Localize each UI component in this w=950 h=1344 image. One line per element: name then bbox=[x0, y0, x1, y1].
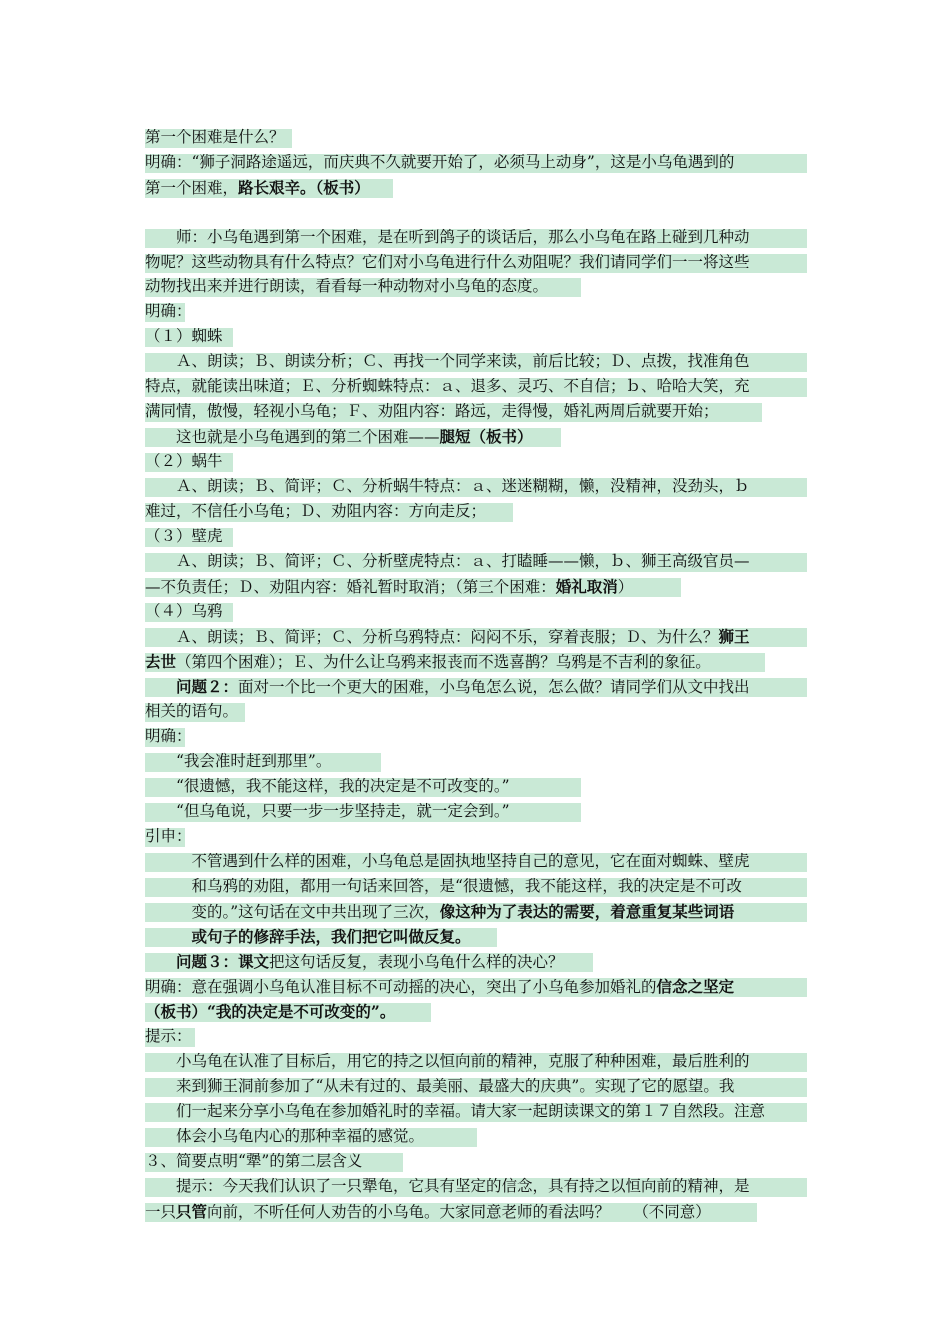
text-line bbox=[145, 974, 815, 999]
bold-text: 信念之坚定 bbox=[656, 977, 735, 996]
text-segment: 向前，不听任何人劝告的小乌龟。大家同意老师的看法吗？ （不同意） bbox=[207, 1203, 711, 1221]
text-line bbox=[145, 474, 815, 499]
text-line bbox=[145, 499, 815, 524]
bold-text: 去世 bbox=[145, 652, 177, 671]
line-text bbox=[145, 678, 750, 696]
text-segment: 第一个困难是什么？ bbox=[145, 128, 285, 146]
text-line bbox=[145, 1149, 815, 1174]
line-text bbox=[145, 153, 734, 171]
text-segment: ） bbox=[617, 578, 634, 596]
text-segment: —不负责任；Ｄ、劝阻内容：婚礼暂时取消；（第三个困难： bbox=[145, 578, 556, 596]
text-line bbox=[145, 574, 815, 599]
text-line bbox=[145, 799, 815, 824]
line-text bbox=[145, 428, 533, 446]
text-line bbox=[145, 175, 815, 200]
text-segment: Ａ、朗读；Ｂ、简评；Ｃ、分析蜗牛特点：ａ、迷迷糊糊，懒，没精神，没劲头，ｂ bbox=[145, 477, 750, 495]
text-line bbox=[145, 849, 815, 874]
text-segment: 明确：意在强调小乌龟认准目标不可动摇的决心，突出了小乌龟参加婚礼的 bbox=[145, 978, 657, 996]
text-line bbox=[145, 699, 815, 724]
text-segment: 动物找出来并进行朗读，看看每一种动物对小乌龟的态度。 bbox=[145, 277, 549, 295]
line-text bbox=[145, 352, 750, 370]
text-segment: Ａ、朗读；Ｂ、朗读分析；Ｃ、再找一个同学来读，前后比较；Ｄ、点拨，找准角色 bbox=[145, 352, 750, 370]
text-line bbox=[145, 324, 815, 349]
text-segment: 第一个困难， bbox=[145, 179, 239, 197]
text-segment: 提示：今天我们认识了一只犟龟，它具有坚定的信念，具有持之以恒向前的精神，是 bbox=[145, 1177, 750, 1195]
line-text bbox=[145, 502, 486, 520]
bold-text: 或句子的修辞手法，我们把它叫做反复。 bbox=[191, 927, 471, 946]
text-segment bbox=[145, 678, 176, 696]
text-segment: “但乌龟说，只要一步一步坚持走，就一定会到。” bbox=[145, 802, 510, 820]
text-segment: 体会小乌龟内心的那种幸福的感觉。 bbox=[145, 1127, 425, 1145]
line-text bbox=[145, 477, 750, 495]
text-line bbox=[145, 1174, 815, 1199]
line-text bbox=[145, 302, 192, 320]
text-line bbox=[145, 599, 815, 624]
line-text bbox=[145, 777, 510, 795]
text-segment: （３）壁虎 bbox=[145, 527, 223, 545]
line-text bbox=[145, 752, 331, 770]
text-segment: 和乌鸦的劝阻，都用一句话来回答，是“很遗憾，我不能这样，我的决定是不可改 bbox=[145, 877, 742, 895]
text-segment: （第四个困难）；Ｅ、为什么让乌鸦来报丧而不选喜鹊？乌鸦是不吉利的象征。 bbox=[176, 653, 711, 671]
line-text bbox=[145, 277, 548, 295]
line-text bbox=[145, 402, 719, 420]
text-line bbox=[145, 449, 815, 474]
line-text bbox=[145, 1003, 395, 1021]
text-segment: 提示： bbox=[145, 1027, 192, 1045]
text-segment: “很遗憾，我不能这样，我的决定是不可改变的。” bbox=[145, 777, 510, 795]
line-text bbox=[145, 877, 742, 895]
bold-text: 只管 bbox=[176, 1202, 208, 1221]
text-segment: 特点，就能读出味道；Ｅ、分析蜘蛛特点：ａ、退多、灵巧、不自信；ｂ、哈哈大笑，充 bbox=[145, 377, 750, 395]
text-segment: （１）蜘蛛 bbox=[145, 327, 223, 345]
line-text bbox=[145, 228, 750, 246]
line-text bbox=[145, 253, 750, 271]
text-segment: “我会准时赶到那里”。 bbox=[145, 752, 332, 770]
line-text bbox=[145, 978, 734, 996]
text-line bbox=[145, 424, 815, 449]
line-text bbox=[145, 1077, 734, 1095]
line-text bbox=[145, 802, 510, 820]
text-line bbox=[145, 399, 815, 424]
line-text bbox=[145, 827, 192, 845]
text-segment: 明确： bbox=[145, 727, 192, 745]
line-text bbox=[145, 179, 370, 197]
text-segment: 小乌龟在认准了目标后，用它的持之以恒向前的精神，克服了种种困难，最后胜利的 bbox=[145, 1052, 750, 1070]
line-text bbox=[145, 1027, 192, 1045]
text-line bbox=[145, 674, 815, 699]
line-text bbox=[145, 852, 750, 870]
text-line bbox=[145, 125, 815, 150]
text-line bbox=[145, 624, 815, 649]
text-line bbox=[145, 874, 815, 899]
text-line bbox=[145, 1074, 815, 1099]
text-segment: 明确：“狮子洞路途遥远，而庆典不久就要开始了，必须马上动身”，这是小乌龟遇到的 bbox=[145, 153, 735, 171]
text-segment: 这也就是小乌龟遇到的第二个困难—— bbox=[145, 428, 440, 446]
line-text bbox=[145, 1052, 750, 1070]
text-line bbox=[145, 774, 815, 799]
line-text bbox=[145, 953, 564, 971]
text-segment: （４）乌鸦 bbox=[145, 602, 223, 620]
bold-text: 腿短（板书） bbox=[439, 427, 533, 446]
line-text bbox=[145, 653, 711, 671]
text-line bbox=[145, 225, 815, 250]
text-segment: （２）蜗牛 bbox=[145, 452, 223, 470]
text-line bbox=[145, 649, 815, 674]
line-text bbox=[145, 128, 285, 146]
line-text bbox=[145, 527, 223, 545]
line-text bbox=[145, 1102, 765, 1120]
text-line bbox=[145, 1049, 815, 1074]
text-segment: 一只 bbox=[145, 1203, 177, 1221]
text-line bbox=[145, 999, 815, 1024]
text-segment: 物呢？这些动物具有什么特点？它们对小乌龟进行什么劝阻呢？我们请同学们一一将这些 bbox=[145, 253, 750, 271]
line-text bbox=[145, 903, 734, 921]
text-segment: 相关的语句。 bbox=[145, 702, 239, 720]
line-text bbox=[145, 1127, 424, 1145]
text-segment bbox=[145, 953, 176, 971]
bold-text: 像这种为了表达的需要，着意重复某些词语 bbox=[439, 902, 735, 921]
text-segment: 引申： bbox=[145, 827, 192, 845]
text-line bbox=[145, 250, 815, 275]
text-segment: 变的。”这句话在文中共出现了三次， bbox=[145, 903, 440, 921]
text-segment: 明确： bbox=[145, 302, 192, 320]
line-text bbox=[145, 727, 192, 745]
text-line bbox=[145, 274, 815, 299]
line-text bbox=[145, 452, 223, 470]
text-line bbox=[145, 1124, 815, 1149]
line-text bbox=[145, 602, 223, 620]
text-line bbox=[145, 899, 815, 924]
bold-text: 问题３：课文 bbox=[176, 952, 270, 971]
text-segment: 师：小乌龟遇到第一个困难，是在听到鸽子的谈话后，那么小乌龟在路上碰到几种动 bbox=[145, 228, 750, 246]
text-segment: ３、简要点明“犟”的第二层含义 bbox=[145, 1152, 363, 1170]
text-segment: 们一起来分享小乌龟在参加婚礼时的幸福。请大家一起朗读课文的第１７自然段。注意 bbox=[145, 1102, 766, 1120]
line-text bbox=[145, 702, 238, 720]
bold-text: 狮王 bbox=[718, 627, 750, 646]
text-line bbox=[145, 150, 815, 175]
line-text bbox=[145, 377, 750, 395]
line-text bbox=[145, 1203, 711, 1221]
line-text bbox=[145, 1152, 362, 1170]
line-text bbox=[145, 552, 750, 570]
line-text bbox=[145, 628, 750, 646]
text-line bbox=[145, 1199, 815, 1224]
text-segment: Ａ、朗读；Ｂ、简评；Ｃ、分析乌鸦特点：闷闷不乐，穿着丧服；Ｄ、为什么？ bbox=[145, 628, 719, 646]
text-segment: 把这句话反复，表现小乌龟什么样的决心？ bbox=[269, 953, 564, 971]
text-line bbox=[145, 1024, 815, 1049]
text-line bbox=[145, 824, 815, 849]
line-text bbox=[145, 928, 471, 946]
text-line bbox=[145, 724, 815, 749]
bold-text: 婚礼取消 bbox=[555, 577, 618, 596]
text-line bbox=[145, 374, 815, 399]
text-line bbox=[145, 749, 815, 774]
text-segment: 难过，不信任小乌龟；Ｄ、劝阻内容：方向走反； bbox=[145, 502, 487, 520]
text-line bbox=[145, 1099, 815, 1124]
text-segment: 不管遇到什么样的困难，小乌龟总是固执地坚持自己的意见，它在面对蜘蛛、壁虎 bbox=[145, 852, 750, 870]
text-segment: Ａ、朗读；Ｂ、简评；Ｃ、分析壁虎特点：ａ、打瞌睡——懒，ｂ、狮王高级官员— bbox=[145, 552, 750, 570]
text-line bbox=[145, 549, 815, 574]
bold-text: （板书）“我的决定是不可改变的”。 bbox=[145, 1002, 396, 1021]
text-line bbox=[145, 299, 815, 324]
line-text bbox=[145, 578, 633, 596]
text-segment: 面对一个比一个更大的困难，小乌龟怎么说，怎么做？请同学们从文中找出 bbox=[238, 678, 750, 696]
text-line bbox=[145, 524, 815, 549]
text-segment bbox=[145, 928, 192, 946]
text-line bbox=[145, 949, 815, 974]
text-segment: 来到狮王洞前参加了“从未有过的、最美丽、最盛大的庆典”。实现了它的愿望。我 bbox=[145, 1077, 735, 1095]
bold-text: 问题２： bbox=[176, 677, 239, 696]
text-segment: 满同情，傲慢，轻视小乌龟；Ｆ、劝阻内容：路远，走得慢，婚礼两周后就要开始； bbox=[145, 402, 719, 420]
text-line bbox=[145, 349, 815, 374]
line-text bbox=[145, 1177, 750, 1195]
line-text bbox=[145, 327, 223, 345]
text-line bbox=[145, 924, 815, 949]
bold-text: 路长艰辛。（板书） bbox=[238, 178, 370, 197]
